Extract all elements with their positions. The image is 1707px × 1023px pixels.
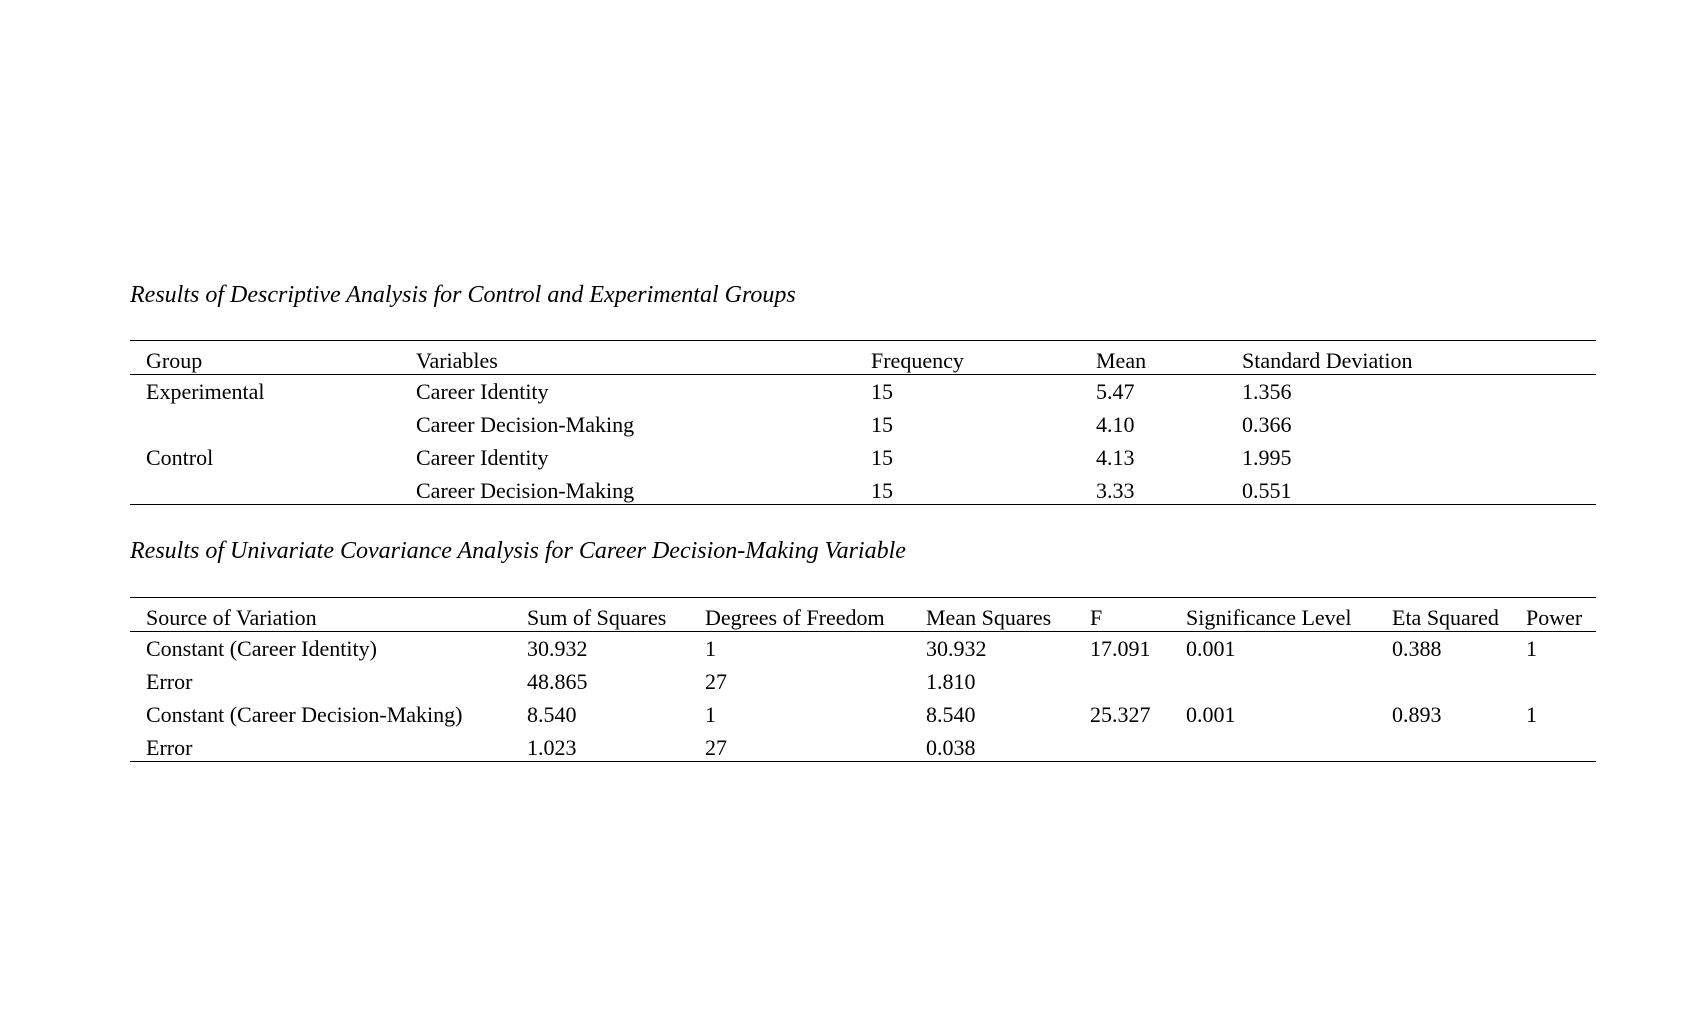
cell-mean-squares: 8.540 — [926, 702, 976, 727]
header-variables: Variables — [400, 341, 855, 375]
cell-sum-of-squares: 1.023 — [511, 731, 689, 762]
cell-eta-squared: 0.893 — [1392, 702, 1442, 727]
cell-f: 25.327 — [1090, 702, 1151, 727]
cell-significance-level: 0.001 — [1186, 636, 1236, 661]
cell-f — [1074, 665, 1170, 698]
cell-mean: 4.13 — [1096, 445, 1135, 470]
cell-power — [1510, 665, 1596, 698]
cell-source: Error — [146, 669, 193, 694]
table-header-row — [130, 598, 1596, 632]
header-standard-deviation: Standard Deviation — [1226, 341, 1596, 375]
cell-mean: 4.10 — [1096, 412, 1135, 437]
table-row — [130, 632, 1596, 666]
cell-power — [1510, 731, 1596, 762]
cell-mean-squares: 1.810 — [926, 669, 976, 694]
cell-degrees-of-freedom: 27 — [705, 669, 727, 694]
table-row — [130, 408, 1596, 441]
header-frequency: Frequency — [855, 341, 1080, 375]
descriptive-analysis-table — [130, 340, 1596, 505]
cell-variable: Career Decision-Making — [416, 412, 635, 437]
cell-significance-level — [1170, 731, 1376, 762]
table-row — [130, 441, 1596, 474]
table-row — [130, 665, 1596, 698]
cell-frequency: 15 — [871, 379, 893, 404]
cell-source: Constant (Career Identity) — [146, 636, 377, 661]
cell-frequency: 15 — [855, 474, 1080, 505]
cell-group — [130, 474, 400, 505]
header-power: Power — [1510, 598, 1596, 632]
header-source-of-variation: Source of Variation — [130, 598, 511, 632]
header-degrees-of-freedom: Degrees of Freedom — [689, 598, 910, 632]
cell-source: Constant (Career Decision-Making) — [146, 702, 463, 727]
cell-degrees-of-freedom: 27 — [689, 731, 910, 762]
table-row — [130, 474, 1596, 505]
cell-significance-level: 0.001 — [1186, 702, 1236, 727]
cell-f — [1074, 731, 1170, 762]
cell-eta-squared: 0.388 — [1392, 636, 1442, 661]
cell-group: Control — [146, 445, 214, 470]
cell-variable: Career Identity — [416, 445, 549, 470]
cell-f: 17.091 — [1090, 636, 1151, 661]
cell-standard-deviation: 1.356 — [1242, 379, 1292, 404]
cell-eta-squared — [1376, 731, 1510, 762]
cell-variable: Career Decision-Making — [400, 474, 855, 505]
table-header-row — [130, 341, 1596, 375]
cell-group — [130, 408, 400, 441]
cell-sum-of-squares: 8.540 — [527, 702, 577, 727]
cell-degrees-of-freedom: 1 — [705, 636, 716, 661]
cell-mean-squares: 30.932 — [926, 636, 987, 661]
cell-eta-squared — [1376, 665, 1510, 698]
header-significance-level: Significance Level — [1170, 598, 1376, 632]
table1-caption: Results of Descriptive Analysis for Control and Experimental Groups — [130, 282, 796, 308]
table2-caption: Results of Univariate Covariance Analysis for Career Decision-Making Variable — [130, 538, 906, 564]
cell-power: 1 — [1526, 702, 1537, 727]
cell-sum-of-squares: 48.865 — [527, 669, 588, 694]
cell-power: 1 — [1526, 636, 1537, 661]
cell-standard-deviation: 1.995 — [1242, 445, 1292, 470]
cell-variable: Career Identity — [416, 379, 549, 404]
header-group: Group — [130, 341, 400, 375]
table-row — [130, 375, 1596, 409]
header-f: F — [1074, 598, 1170, 632]
header-mean-squares: Mean Squares — [910, 598, 1074, 632]
cell-mean-squares: 0.038 — [910, 731, 1074, 762]
cell-significance-level — [1170, 665, 1376, 698]
header-eta-squared: Eta Squared — [1376, 598, 1510, 632]
cell-mean: 3.33 — [1080, 474, 1226, 505]
cell-standard-deviation: 0.551 — [1226, 474, 1596, 505]
cell-mean: 5.47 — [1096, 379, 1135, 404]
table-row — [130, 698, 1596, 731]
cell-standard-deviation: 0.366 — [1242, 412, 1292, 437]
header-sum-of-squares: Sum of Squares — [511, 598, 689, 632]
cell-group: Experimental — [146, 379, 265, 404]
header-mean: Mean — [1080, 341, 1226, 375]
cell-frequency: 15 — [871, 412, 893, 437]
covariance-analysis-table — [130, 597, 1596, 762]
cell-frequency: 15 — [871, 445, 893, 470]
cell-degrees-of-freedom: 1 — [705, 702, 716, 727]
cell-source: Error — [130, 731, 511, 762]
cell-sum-of-squares: 30.932 — [527, 636, 588, 661]
table-row — [130, 731, 1596, 762]
